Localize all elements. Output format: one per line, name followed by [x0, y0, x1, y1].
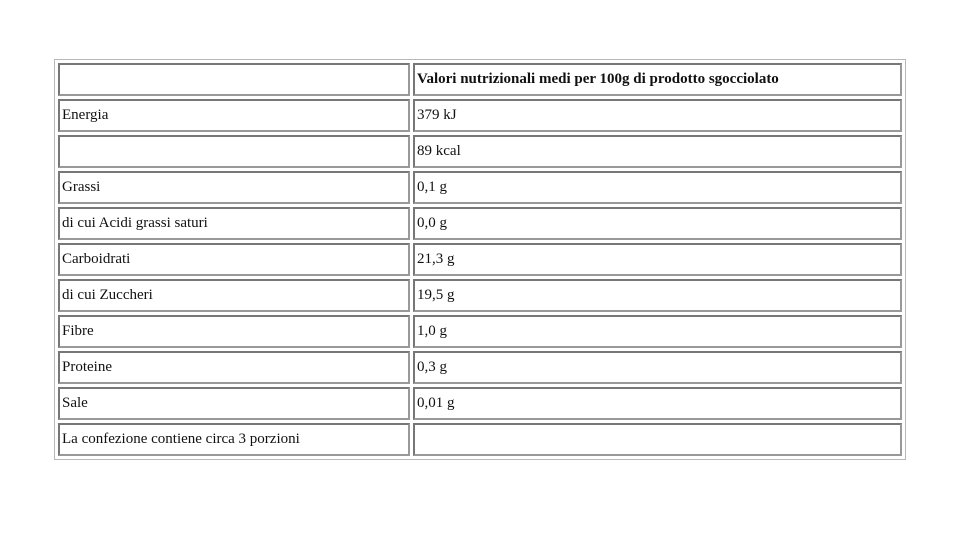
- row-label: Sale: [58, 387, 410, 420]
- row-label: di cui Acidi grassi saturi: [58, 207, 410, 240]
- table-row: [58, 387, 902, 420]
- header-value-cell: Valori nutrizionali medi per 100g di prodotto sgocciolato: [413, 63, 902, 96]
- row-value: 21,3 g: [413, 243, 902, 276]
- row-label: Grassi: [58, 171, 410, 204]
- row-label: [58, 135, 410, 168]
- row-value: 0,01 g: [413, 387, 902, 420]
- table-header-row: [58, 63, 902, 96]
- row-label: La confezione contiene circa 3 porzioni: [58, 423, 410, 456]
- table-row: [58, 279, 902, 312]
- row-value: 0,3 g: [413, 351, 902, 384]
- table-row: [58, 135, 902, 168]
- row-label: Fibre: [58, 315, 410, 348]
- table-row: [58, 207, 902, 240]
- table-row: [58, 351, 902, 384]
- table-row: [58, 315, 902, 348]
- row-label: Carboidrati: [58, 243, 410, 276]
- table-row: [58, 243, 902, 276]
- row-value: 0,0 g: [413, 207, 902, 240]
- row-label: Energia: [58, 99, 410, 132]
- row-value: 379 kJ: [413, 99, 902, 132]
- table-row: [58, 423, 902, 456]
- row-value: 89 kcal: [413, 135, 902, 168]
- table-row: [58, 99, 902, 132]
- row-value: 19,5 g: [413, 279, 902, 312]
- row-value: [413, 423, 902, 456]
- row-label: Proteine: [58, 351, 410, 384]
- row-label: di cui Zuccheri: [58, 279, 410, 312]
- row-value: 0,1 g: [413, 171, 902, 204]
- header-label-cell: [58, 63, 410, 96]
- row-value: 1,0 g: [413, 315, 902, 348]
- nutrition-table: [54, 59, 906, 460]
- table-row: [58, 171, 902, 204]
